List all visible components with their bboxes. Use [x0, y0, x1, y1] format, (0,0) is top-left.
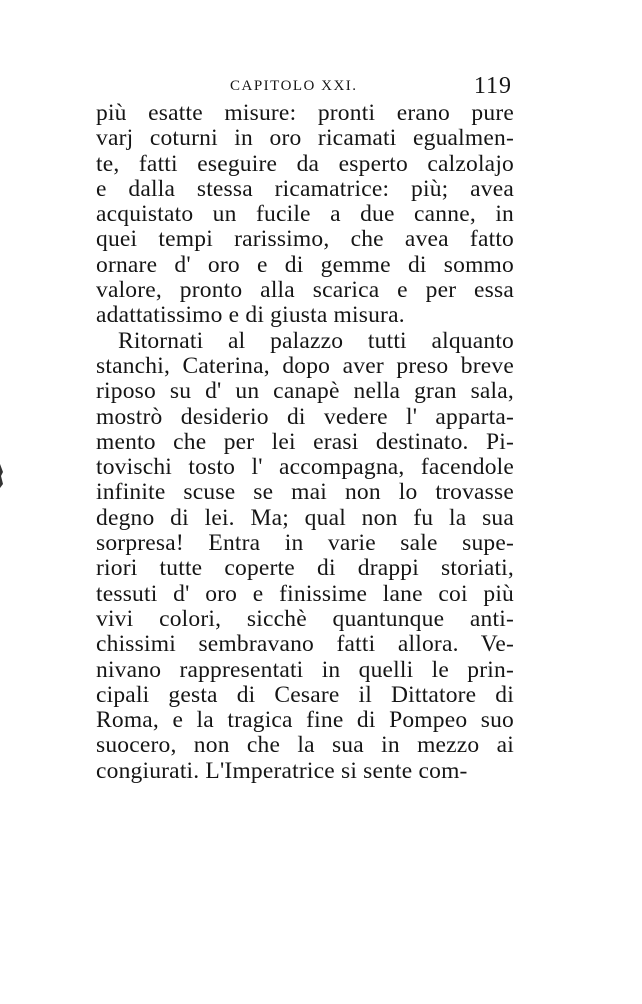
body-text: [96, 101, 514, 784]
text-line: riposo su d' un canapè nella gran sala,: [96, 378, 514, 405]
page-header: [96, 74, 514, 100]
text-line: ornare d' oro e di gemme di sommo: [96, 251, 514, 278]
running-title: CAPITOLO XXI.: [230, 78, 358, 94]
text-line: suocero, non che la sua in mezzo ai: [96, 732, 514, 759]
text-line: riori tutte coperte di drappi storiati,: [96, 555, 514, 582]
text-line: nivano rappresentati in quelli le prin-: [96, 656, 514, 683]
text-line: te, fatti eseguire da esperto calzolajo: [96, 150, 514, 177]
text-line: varj coturni in oro ricamati egualmen-: [96, 125, 514, 152]
text-line: tovischi tosto l' accompagna, facendole: [96, 454, 514, 481]
text-line: degno di lei. Ma; qual non fu la sua: [96, 504, 514, 531]
text-line: acquistato un fucile a due canne, in: [96, 201, 514, 228]
text-line: stanchi, Caterina, dopo aver preso breve: [96, 352, 514, 379]
text-line: più esatte misure: pronti erano pure: [96, 100, 514, 126]
text-line: e dalla stessa ricamatrice: più; avea: [96, 175, 514, 202]
text-line: chissimi sembravano fatti allora. Ve-: [96, 631, 514, 658]
text-line: cipali gesta di Cesare il Dittatore di: [96, 681, 514, 708]
text-line: mento che per lei erasi destinato. Pi-: [96, 428, 514, 455]
text-line: Roma, e la tragica fine di Pompeo suo: [96, 707, 514, 734]
text-line: vivi colori, sicchè quantunque anti-: [96, 605, 514, 632]
text-line: Ritornati al palazzo tutti alquanto: [118, 327, 514, 354]
text-line: adattatissimo e di giusta misura.: [96, 302, 405, 329]
text-line: quei tempi rarissimo, che avea fatto: [96, 226, 514, 253]
text-line: mostrò desiderio di vedere l' apparta-: [96, 403, 514, 430]
text-line: congiurati. L'Imperatrice si sente com-: [96, 757, 468, 784]
text-line: infinite scuse se mai non lo trovasse: [96, 479, 514, 506]
text-line: valore, pronto alla scarica e per essa: [96, 277, 514, 304]
text-line: sorpresa! Entra in varie sale supe-: [96, 530, 514, 557]
page-number: 119: [473, 73, 512, 99]
paragraph: [96, 101, 514, 329]
text-line: tessuti d' oro e finissime lane coi più: [96, 580, 514, 607]
paragraph: [96, 329, 514, 784]
page-edge-mark: [0, 462, 3, 488]
